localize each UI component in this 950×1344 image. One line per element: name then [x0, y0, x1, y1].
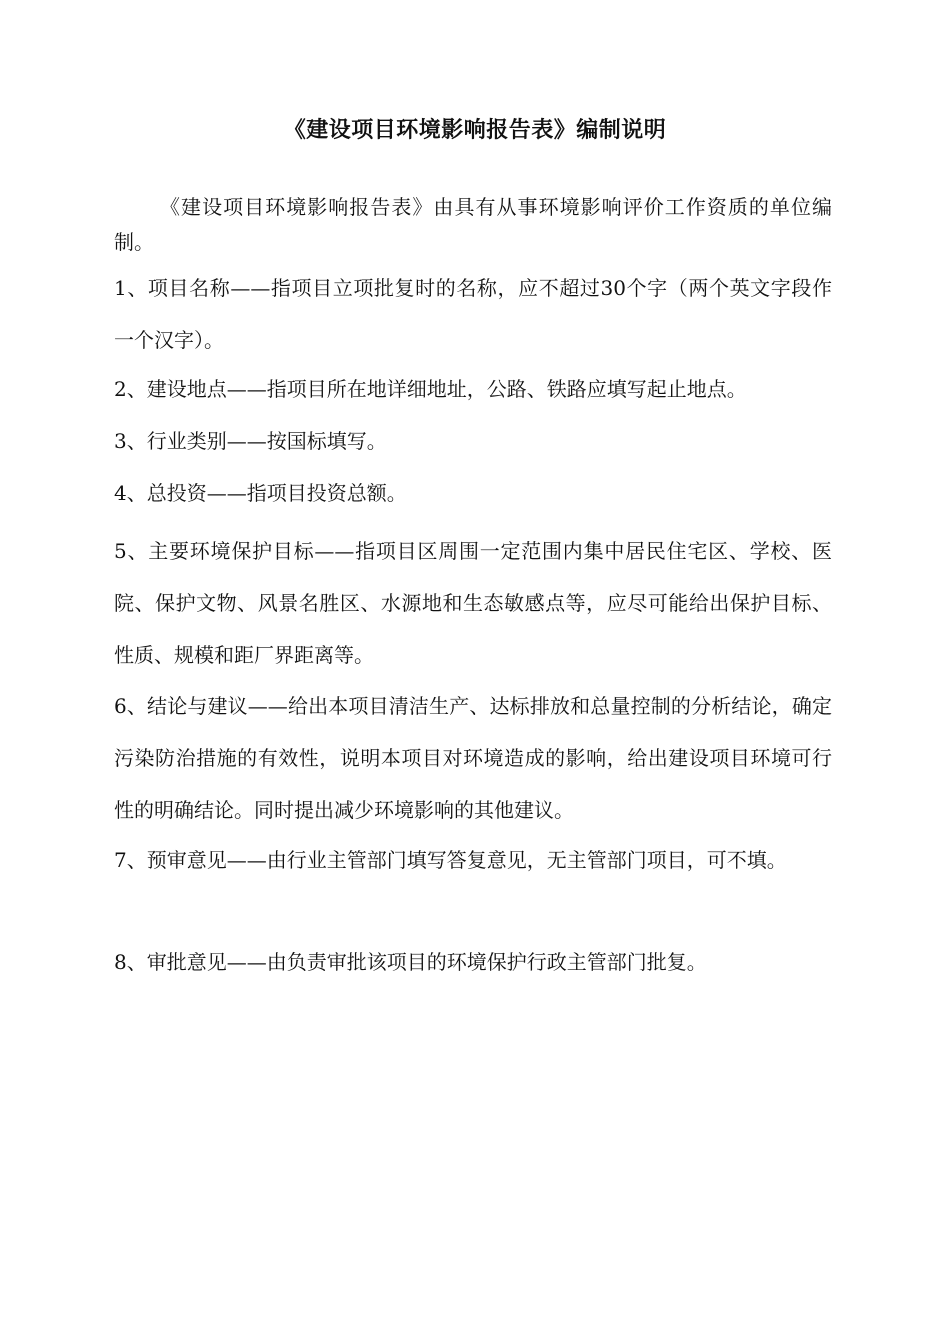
instruction-item-8: 8、审批意见——由负责审批该项目的环境保护行政主管部门批复。: [114, 950, 707, 974]
instruction-item-1: 1、项目名称——指项目立项批复时的名称，应不超过30个字（两个英文字段作一个汉字）。: [114, 276, 832, 352]
instruction-item-7: 7、预审意见——由行业主管部门填写答复意见，无主管部门项目，可不填。: [114, 848, 787, 872]
instruction-item-4: 4、总投资——指项目投资总额。: [114, 481, 407, 505]
document-title: 《建设项目环境影响报告表》编制说明: [283, 118, 667, 143]
intro-paragraph: 《建设项目环境影响报告表》由具有从事环境影响评价工作资质的单位编制。: [114, 195, 832, 254]
instruction-item-2: 2、建设地点——指项目所在地详细地址，公路、铁路应填写起止地点。: [114, 377, 747, 401]
instruction-item-6: 6、结论与建议——给出本项目清洁生产、达标排放和总量控制的分析结论，确定污染防治措施的有效性，说明本项目对环境造成的影响，给出建设项目环境可行性的明确结论。同时提出减少环境影响的其他建议。: [114, 694, 832, 822]
instruction-item-3: 3、行业类别——按国标填写。: [114, 429, 387, 453]
instruction-item-5: 5、主要环境保护目标——指项目区周围一定范围内集中居民住宅区、学校、医院、保护文物、风景名胜区、水源地和生态敏感点等，应尽可能给出保护目标、性质、规模和距厂界距离等。: [114, 539, 832, 667]
